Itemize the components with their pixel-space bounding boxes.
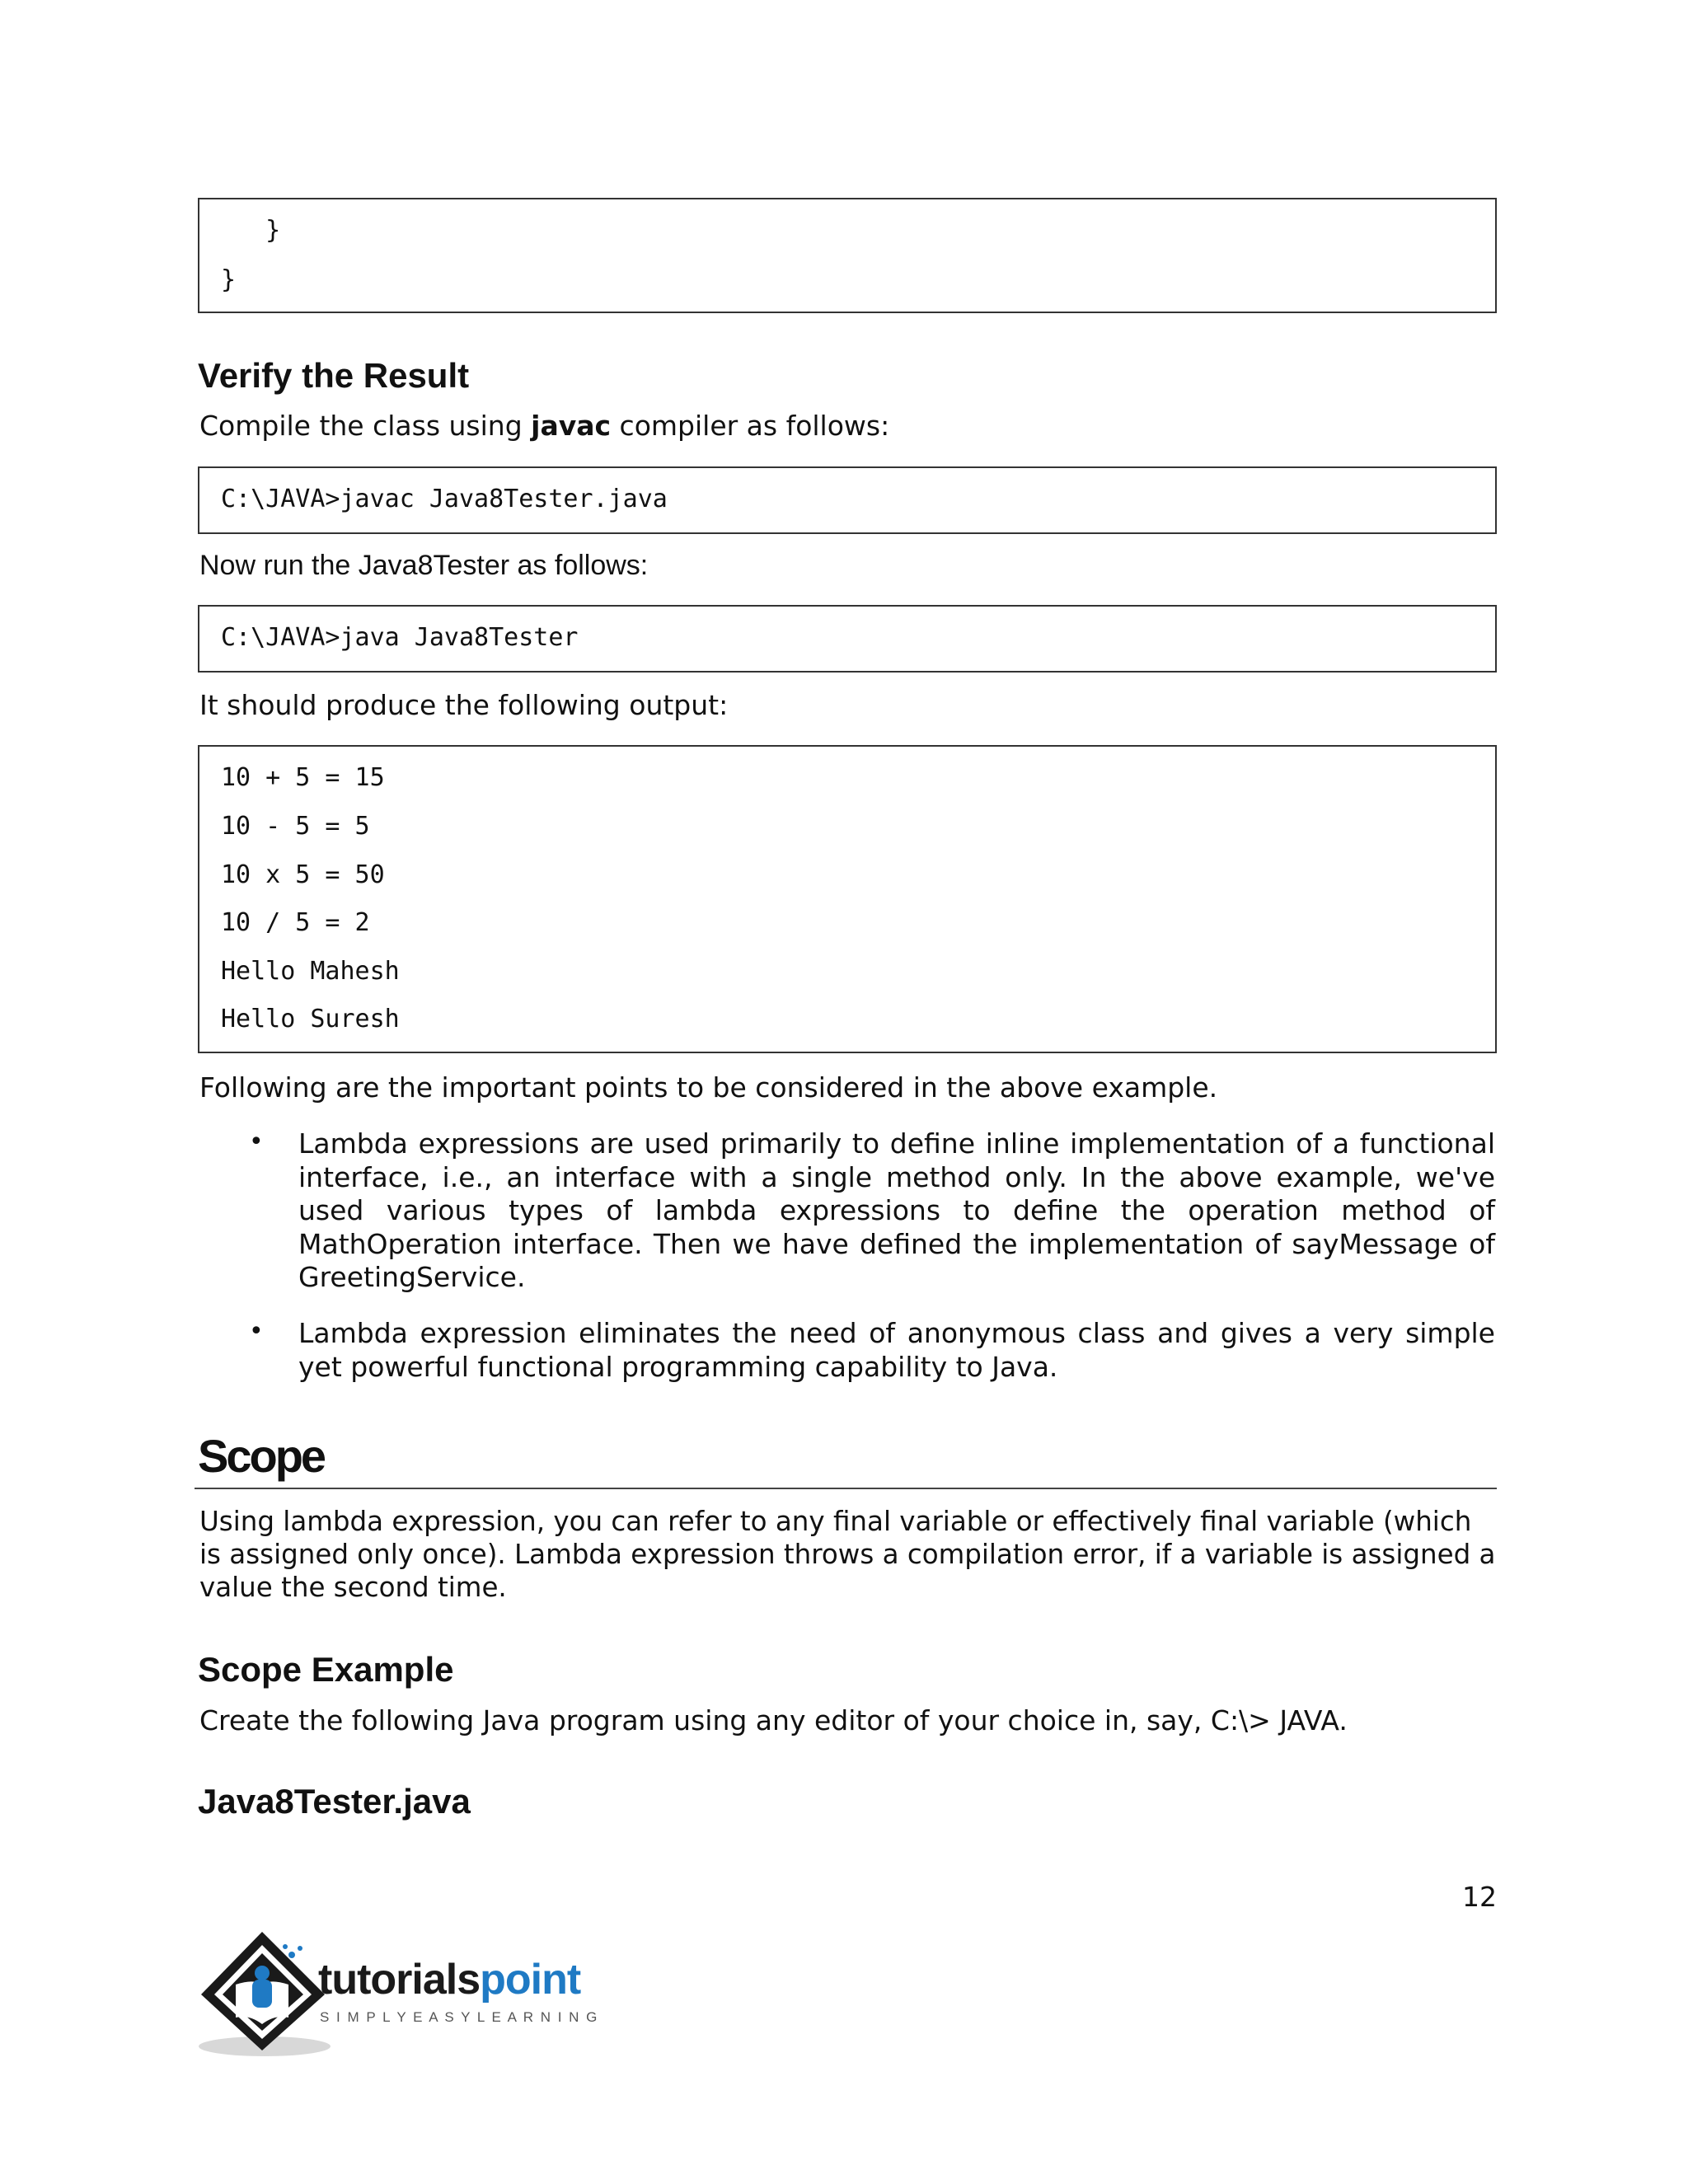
code-line: }	[221, 216, 281, 245]
output-line: 10 + 5 = 15	[221, 763, 385, 792]
output-line: 10 x 5 = 50	[221, 860, 385, 889]
bullet-item: Lambda expression eliminates the need of anonymous class and gives a very simple yet powerful functional programming capability to Java.	[298, 1317, 1495, 1383]
bullet-icon: •	[249, 1317, 264, 1346]
bullet-item: Lambda expressions are used primarily to define inline implementation of a functional interface, i.e., an interface with a single method only. In the above example, we've used various types of lambda expressions to define the operation method of MathOperation interface. Then we have defined the implementation of sayMessage of GreetingService.	[298, 1127, 1495, 1293]
output-intro: It should produce the following output:	[199, 689, 729, 721]
output-line: 10 - 5 = 5	[221, 812, 370, 841]
run-command-block	[198, 605, 1497, 673]
scope-paragraph: Using lambda expression, you can refer to any final variable or effectively final variable (which is assigned only once). Lambda expression throws a compilation error, if a variable is assigned a value the second time.	[199, 1506, 1496, 1603]
scope-example-heading: Scope Example	[198, 1650, 454, 1689]
run-instruction: Now run the Java8Tester as follows:	[199, 550, 649, 581]
code-block-top	[198, 198, 1497, 313]
file-heading: Java8Tester.java	[198, 1782, 471, 1821]
bullet-icon: •	[249, 1127, 264, 1156]
compile-text-bold: javac	[531, 410, 612, 442]
compile-text-post: compiler as follows:	[611, 410, 890, 442]
output-block	[198, 745, 1497, 1053]
compile-text-pre: Compile the class using	[199, 410, 532, 442]
output-line: Hello Mahesh	[221, 957, 400, 986]
logo-tagline: S I M P L Y E A S Y L E A R N I N G	[320, 2009, 599, 2025]
logo-wordmark	[318, 1957, 580, 2003]
output-line: Hello Suresh	[221, 1005, 400, 1033]
scope-example-text: Create the following Java program using any editor of your choice in, say, C:\> JAVA.	[199, 1704, 1348, 1736]
code-line: C:\JAVA>javac Java8Tester.java	[221, 485, 668, 513]
code-line: C:\JAVA>java Java8Tester	[221, 623, 579, 652]
page-number: 12	[1462, 1881, 1497, 1913]
logo-word-point: point	[480, 1956, 581, 2004]
compile-instruction	[199, 410, 889, 443]
logo-emblem-icon	[195, 1927, 335, 2059]
tutorialspoint-logo	[195, 1927, 623, 2059]
scope-heading: Scope	[198, 1430, 325, 1482]
verify-heading: Verify the Result	[198, 356, 470, 395]
compile-command-block	[198, 466, 1497, 534]
output-line: 10 / 5 = 2	[221, 908, 370, 937]
logo-word-tutorials: tutorials	[318, 1956, 481, 2004]
section-divider	[195, 1488, 1497, 1489]
code-line: }	[221, 265, 237, 294]
points-intro: Following are the important points to be considered in the above example.	[199, 1071, 1218, 1104]
